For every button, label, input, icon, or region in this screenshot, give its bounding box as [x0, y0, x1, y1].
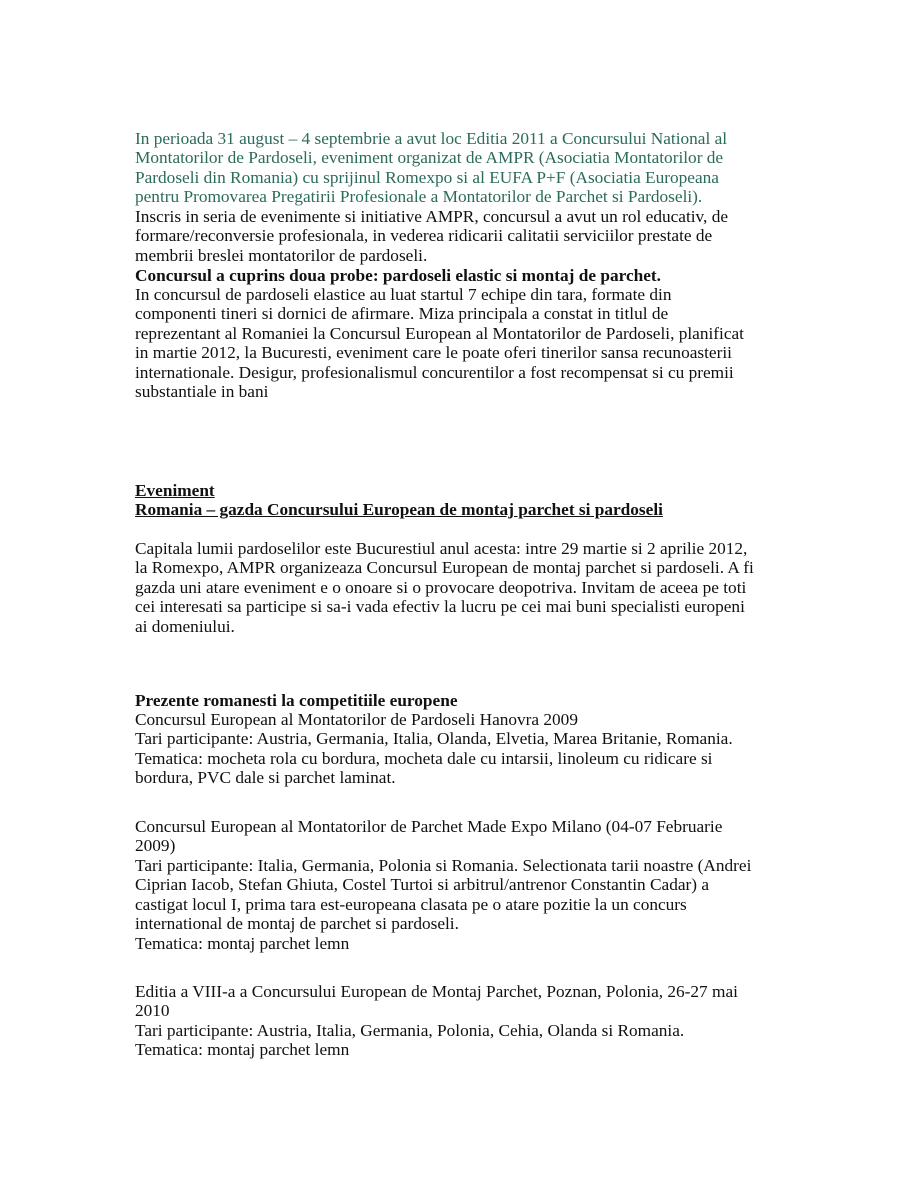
text-line: la Romexpo, AMPR organizeaza Concursul European de montaj parchet si pardoseli. A fi — [135, 558, 754, 578]
text-line: pentru Promovarea Pregatirii Profesionale a Montatorilor de Parchet si Pardoseli). — [135, 187, 703, 207]
text-line: Tematica: montaj parchet lemn — [135, 933, 350, 953]
milano-paragraph — [135, 817, 751, 953]
text-line: international de montaj de parchet si pardoseli. — [135, 914, 459, 934]
text-line: cei interesati sa participe si sa-i vada efectiv la lucru pe cei mai buni specialisti europeni — [135, 597, 745, 617]
poznan-paragraph — [135, 982, 738, 1060]
text-line: In perioada 31 august – 4 septembrie a avut loc Editia 2011 a Concursului National al — [135, 129, 728, 148]
probe-paragraph — [135, 285, 744, 402]
text-line: Concursul European al Montatorilor de Pardoseli Hanovra 2009 — [135, 710, 578, 729]
text-line: In concursul de pardoseli elastice au luat startul 7 echipe din tara, formate din — [135, 285, 672, 304]
intro-paragraph — [135, 129, 727, 207]
text-line: Tari participante: Austria, Italia, Germania, Polonia, Cehia, Olanda si Romania. — [135, 1020, 685, 1040]
text-line: bordura, PVC dale si parchet laminat. — [135, 768, 396, 788]
text-line: membrii breslei montatorilor de pardoseli. — [135, 245, 428, 265]
text-line: Pardoseli din Romania) cu sprijinul Romexpo si al EUFA P+F (Asociatia Europeana — [135, 167, 719, 187]
text-line: gazda uni atare eveniment e o onoare si o provocare deopotriva. Invitam de aceea pe toti — [135, 577, 747, 597]
text-line: Editia a VIII-a a Concursului European de Montaj Parchet, Poznan, Polonia, 26-27 mai — [135, 982, 738, 1001]
probe-heading — [135, 266, 661, 285]
text-line: Tari participante: Italia, Germania, Polonia si Romania. Selectionata tarii noastre (Andrei — [135, 855, 752, 875]
text-line: 2010 — [135, 1001, 170, 1021]
eveniment-heading — [135, 481, 663, 520]
text-line: Tari participante: Austria, Germania, Italia, Olanda, Elvetia, Marea Britanie, Romania. — [135, 729, 733, 749]
text-line: Tematica: montaj parchet lemn — [135, 1040, 350, 1060]
text-line: castigat locul I, prima tara est-europeana clasata pe o atare pozitie la un concurs — [135, 894, 687, 914]
prezente-heading — [135, 691, 458, 710]
text-line: componenti tineri si dornici de afirmare. Miza principala a constat in titlul de — [135, 304, 669, 324]
text-line: substantiale in bani — [135, 382, 269, 402]
text-line: ai domeniului. — [135, 616, 235, 636]
text-line: Eveniment — [135, 481, 215, 500]
text-line: formare/reconversie profesionala, in vederea ridicarii calitatii serviciilor prestate de — [135, 226, 713, 246]
text-line: Concursul a cuprins doua probe: pardoseli elastic si montaj de parchet. — [135, 266, 661, 285]
text-line: Capitala lumii pardoselilor este Bucurestiul anul acesta: intre 29 martie si 2 aprilie 2012, — [135, 539, 748, 558]
text-line: Inscris in seria de evenimente si initiative AMPR, concursul a avut un rol educativ, de — [135, 207, 729, 226]
text-line: Montatorilor de Pardoseli, eveniment organizat de AMPR (Asociatia Montatorilor de — [135, 148, 724, 168]
inscris-paragraph — [135, 207, 728, 265]
text-line: 2009) — [135, 836, 176, 856]
text-line: Ciprian Iacob, Stefan Ghiuta, Costel Turtoi si arbitrul/antrenor Constantin Cadar) a — [135, 875, 710, 895]
text-line: Romania – gazda Concursului European de montaj parchet si pardoseli — [135, 500, 663, 520]
text-line: internationale. Desigur, profesionalismul concurentilor a fost recompensat si cu premii — [135, 362, 734, 382]
text-line: Concursul European al Montatorilor de Parchet Made Expo Milano (04-07 Februarie — [135, 817, 723, 836]
hanovra-paragraph — [135, 710, 733, 788]
capitala-paragraph — [135, 539, 754, 636]
text-line: in martie 2012, la Bucuresti, eveniment care le poate oferi tinerilor sansa recunoasterii — [135, 343, 732, 363]
text-line: Prezente romanesti la competitiile europene — [135, 691, 458, 710]
text-line: reprezentant al Romaniei la Concursul European al Montatorilor de Pardoseli, planificat — [135, 323, 744, 343]
text-line: Tematica: mocheta rola cu bordura, mocheta dale cu intarsii, linoleum cu ridicare si — [135, 748, 713, 768]
